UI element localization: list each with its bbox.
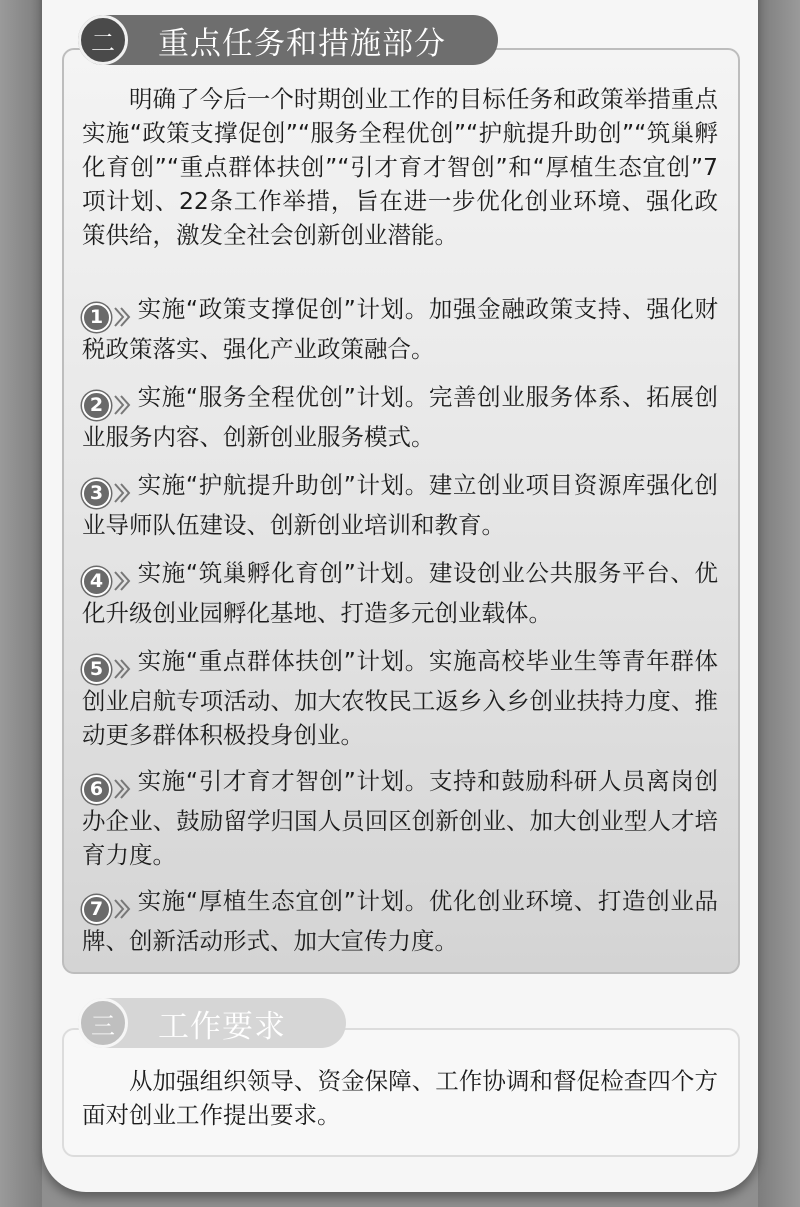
numbered-chevron-icon bbox=[82, 655, 131, 684]
measure-item bbox=[82, 884, 718, 958]
measure-item-text: 实施“筑巢孵化育创”计划。建设创业公共服务平台、优化升级创业园孵化基地、打造多元创业载体。 bbox=[82, 559, 718, 627]
measure-item-text: 实施“服务全程优创”计划。完善创业服务体系、拓展创业服务内容、创新创业服务模式。 bbox=[82, 383, 718, 451]
measure-item bbox=[82, 644, 718, 752]
double-chevron-icon bbox=[113, 896, 131, 922]
double-chevron-icon bbox=[113, 392, 131, 418]
measure-item-text: 实施“护航提升助创”计划。建立创业项目资源库强化创业导师队伍建设、创新创业培训和教育。 bbox=[82, 471, 718, 539]
section-number-badge: 二 bbox=[78, 15, 128, 65]
item-number-badge: 1 bbox=[82, 303, 111, 332]
measure-item bbox=[82, 764, 718, 872]
double-chevron-icon bbox=[113, 568, 131, 594]
double-chevron-icon bbox=[113, 776, 131, 802]
double-chevron-icon bbox=[113, 656, 131, 682]
numbered-chevron-icon bbox=[82, 775, 131, 804]
measure-item bbox=[82, 468, 718, 542]
measure-item-text: 实施“引才育才智创”计划。支持和鼓励科研人员离岗创办企业、鼓励留学归国人员回区创新创业、加大创业型人才培育力度。 bbox=[82, 767, 718, 869]
double-chevron-icon bbox=[113, 304, 131, 330]
measure-item-text: 实施“政策支撑促创”计划。加强金融政策支持、强化财税政策落实、强化产业政策融合。 bbox=[82, 295, 718, 363]
item-number-badge: 4 bbox=[82, 567, 111, 596]
measure-item-text: 实施“厚植生态宜创”计划。优化创业环境、打造创业品牌、创新活动形式、加大宣传力度。 bbox=[82, 887, 718, 955]
measure-item bbox=[82, 556, 718, 630]
section-requirements-header bbox=[78, 998, 346, 1048]
section-number-badge: 三 bbox=[78, 998, 128, 1048]
requirements-text: 从加强组织领导、资金保障、工作协调和督促检查四个方面对创业工作提出要求。 bbox=[82, 1067, 718, 1129]
section-title: 工作要求 bbox=[158, 1008, 286, 1045]
left-margin bbox=[0, 0, 42, 1207]
measure-item-text: 实施“重点群体扶创”计划。实施高校毕业生等青年群体创业启航专项活动、加大农牧民工返乡入乡创业扶持力度、推动更多群体积极投身创业。 bbox=[82, 647, 718, 749]
section-intro-text: 明确了今后一个时期创业工作的目标任务和政策举措重点实施“政策支撑促创”“服务全程优创”“护航提升助创”“筑巢孵化育创”“重点群体扶创”“引才育才智创”和“厚植生态宜创”7项计划、22条工作举措，旨在进一步优化创业环境、强化政策供给，激发全社会创新创业潜能。 bbox=[82, 85, 718, 249]
numbered-chevron-icon bbox=[82, 895, 131, 924]
section-key-tasks-header bbox=[78, 15, 498, 65]
section-title: 重点任务和措施部分 bbox=[158, 25, 446, 62]
item-number-badge: 2 bbox=[82, 391, 111, 420]
measure-item bbox=[82, 380, 718, 454]
measure-item bbox=[82, 292, 718, 366]
numbered-chevron-icon bbox=[82, 303, 131, 332]
double-chevron-icon bbox=[113, 480, 131, 506]
item-number-badge: 6 bbox=[82, 775, 111, 804]
numbered-chevron-icon bbox=[82, 567, 131, 596]
item-number-badge: 3 bbox=[82, 479, 111, 508]
item-number-badge: 7 bbox=[82, 895, 111, 924]
right-margin bbox=[758, 0, 800, 1207]
numbered-chevron-icon bbox=[82, 391, 131, 420]
item-number-badge: 5 bbox=[82, 655, 111, 684]
numbered-chevron-icon bbox=[82, 479, 131, 508]
